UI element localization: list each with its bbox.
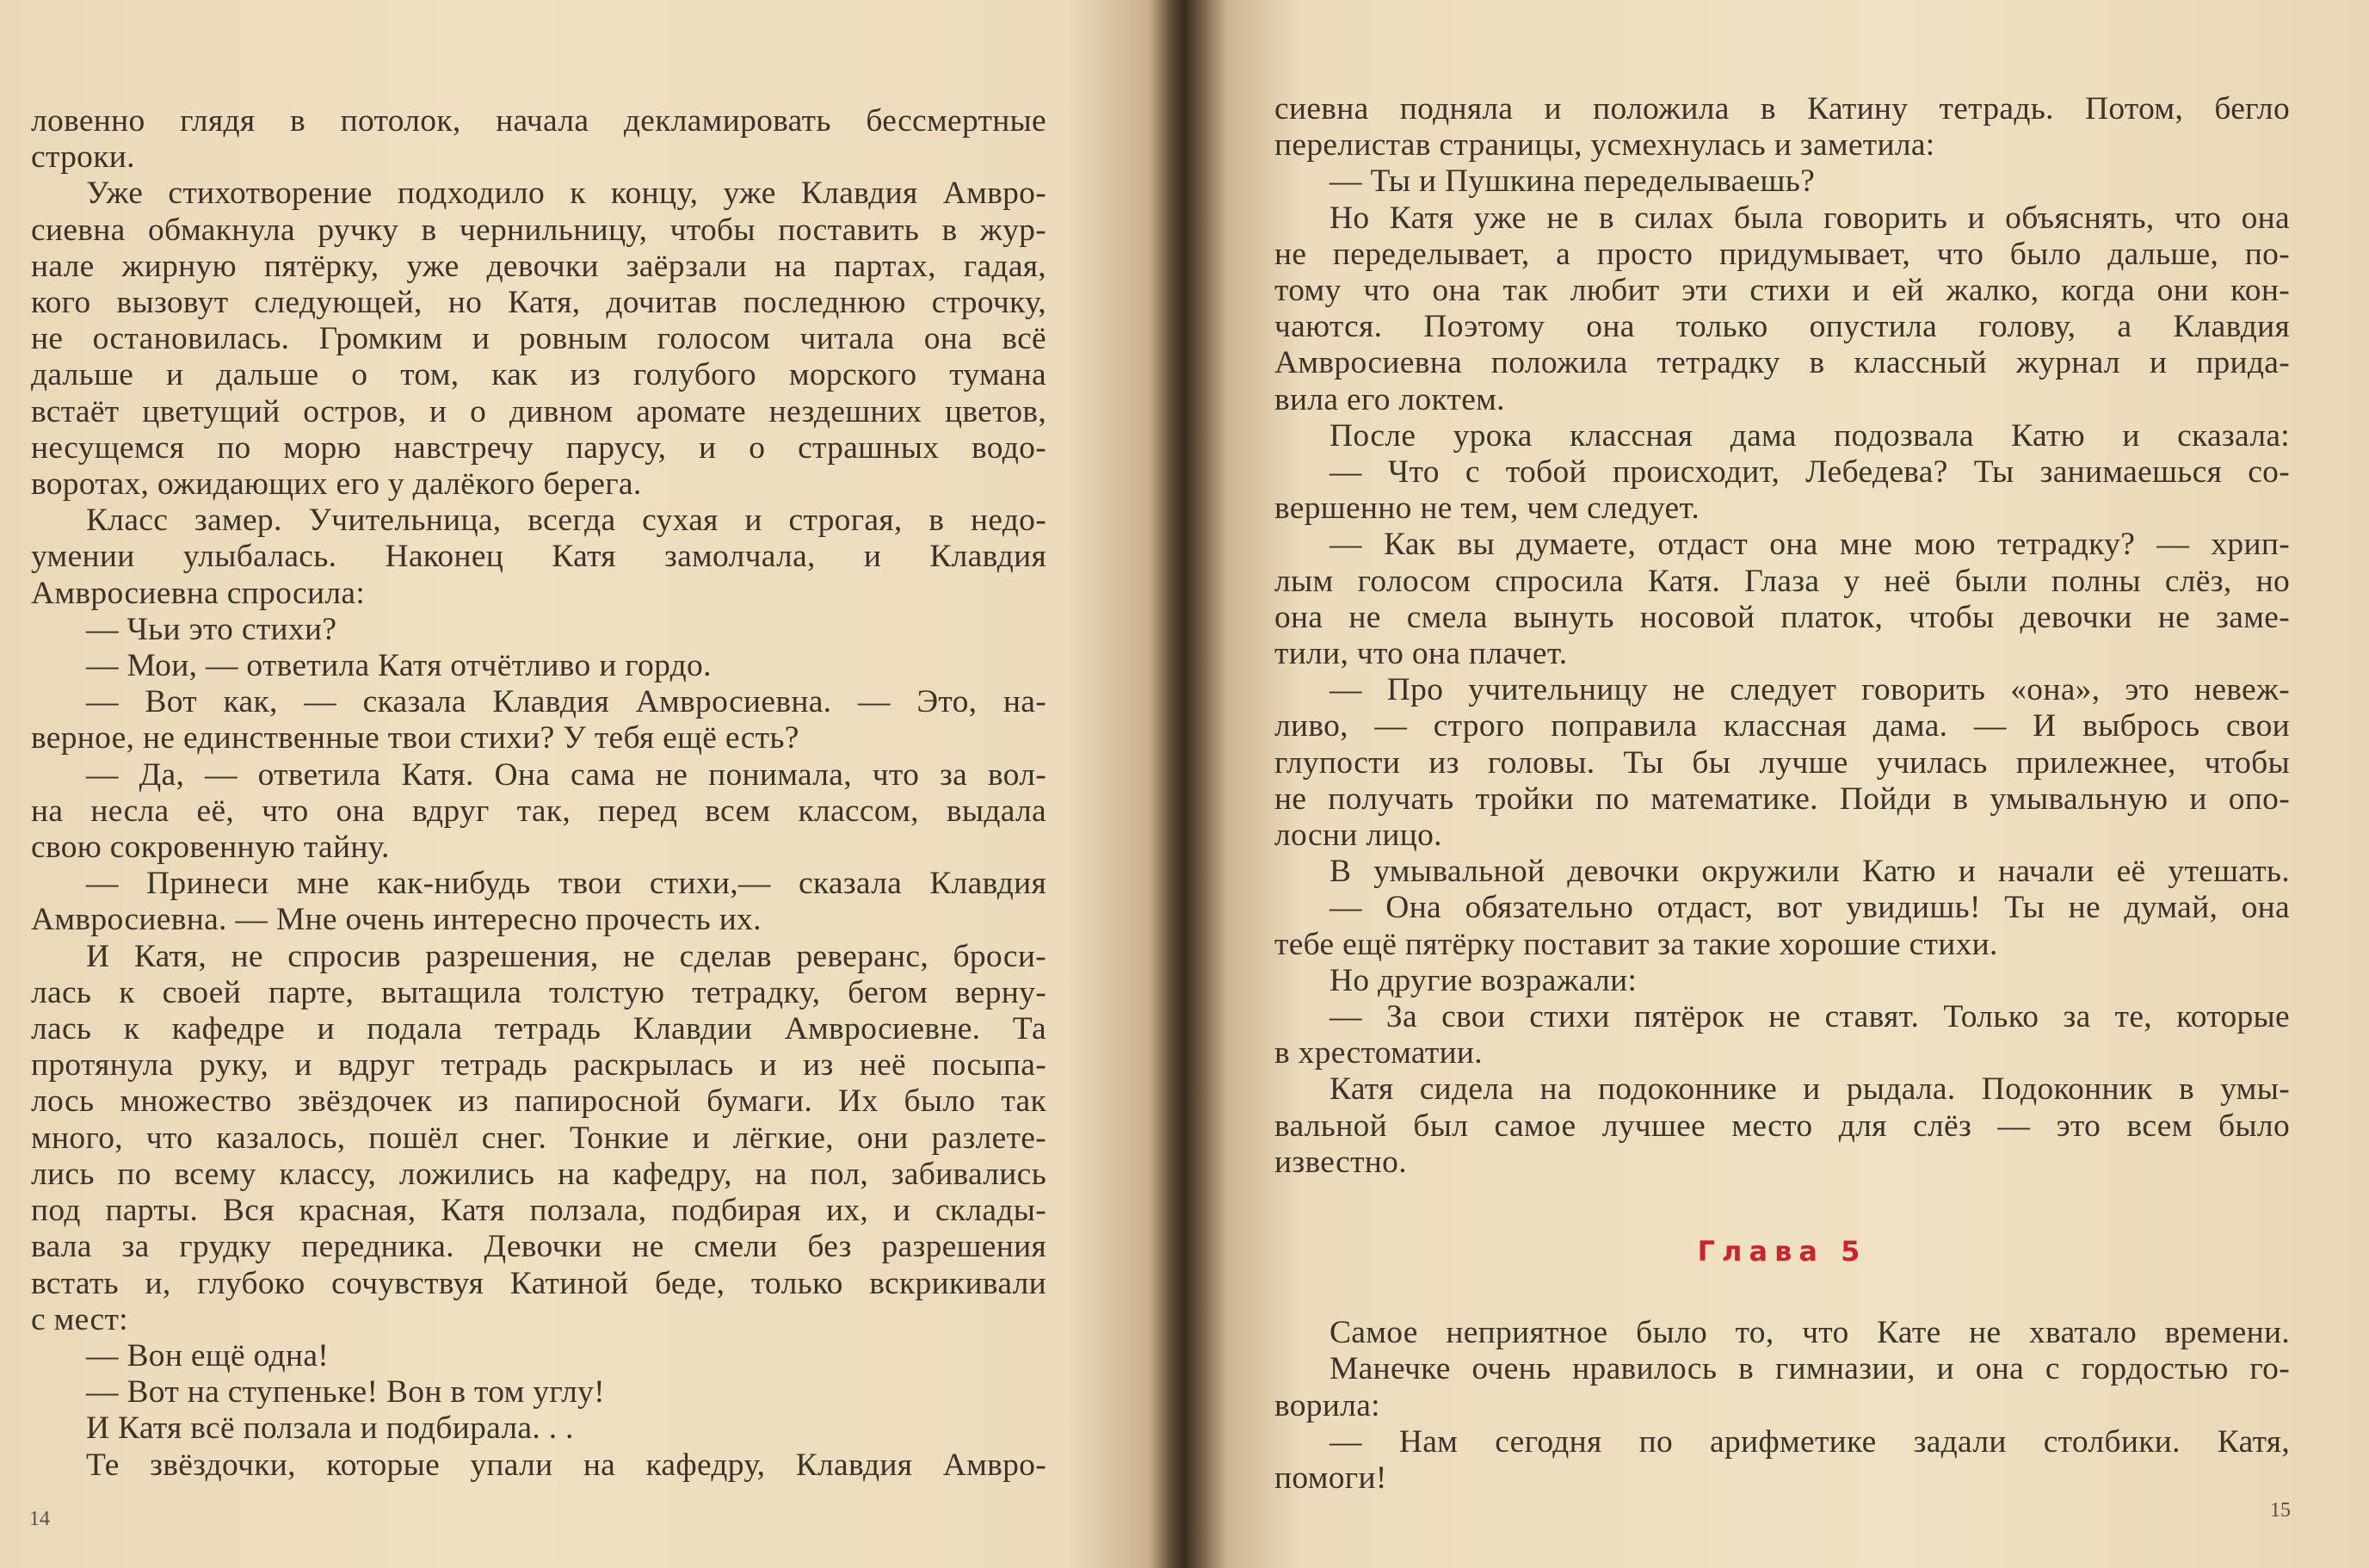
right-page bbox=[1192, 0, 2369, 1568]
text-line: известно. bbox=[1274, 1144, 1407, 1180]
text-line: — За свои стихи пятёрок не ставят. Только за те, которые bbox=[1329, 999, 2290, 1035]
text-line: лась к кафедре и подала тетрадь Клавдии Амвросиевне. Та bbox=[31, 1011, 1046, 1047]
text-line: Амвросиевна спросила: bbox=[31, 575, 366, 611]
text-line: ловенно глядя в потолок, начала декламировать бессмертные bbox=[31, 103, 1046, 139]
text-line: под парты. Вся красная, Катя ползала, подбирая их, и склады- bbox=[31, 1193, 1046, 1229]
text-line: — Вон ещё одна! bbox=[86, 1337, 330, 1374]
text-line: ворила: bbox=[1274, 1387, 1380, 1423]
text-line: лось множество звёздочек из папиросной бумаги. Их было так bbox=[31, 1083, 1046, 1120]
right-page-body-after bbox=[1274, 1315, 2290, 1497]
text-line: много, что казалось, пошёл снег. Тонкие и лёгкие, они разлете- bbox=[31, 1120, 1046, 1156]
text-line: Манечке очень нравилось в гимназии, и она с гордостью го- bbox=[1329, 1351, 2290, 1387]
text-line: протянула руку, и вдруг тетрадь раскрылась и из неё посыпа- bbox=[31, 1047, 1046, 1083]
text-line: — Вот на ступеньке! Вон в том углу! bbox=[86, 1374, 605, 1411]
text-line: дальше и дальше о том, как из голубого морского тумана bbox=[31, 357, 1046, 393]
text-line: И Катя всё ползала и подбирала. . . bbox=[86, 1411, 574, 1447]
text-line: свою сокровенную тайну. bbox=[31, 830, 390, 866]
text-line: умении улыбалась. Наконец Катя замолчала, и Клавдия bbox=[31, 539, 1046, 575]
text-line: тили, что она плачет. bbox=[1274, 636, 1568, 672]
text-line: строки. bbox=[31, 139, 135, 176]
text-line: перелистав страницы, усмехнулась и заметила: bbox=[1274, 127, 1935, 164]
chapter-heading: Глава 5 bbox=[1697, 1235, 1867, 1269]
page-number-left: 14 bbox=[29, 1508, 50, 1530]
text-line: Те звёздочки, которые упали на кафедру, Клавдия Амвро- bbox=[86, 1447, 1046, 1483]
text-line: не остановилась. Громким и ровным голосом читала она всё bbox=[31, 321, 1046, 357]
text-line: тебе ещё пятёрку поставит за такие хорошие стихи. bbox=[1274, 926, 1998, 962]
text-line: Но Катя уже не в силах была говорить и объяснять, что она bbox=[1329, 200, 2290, 236]
text-line: — Про учительницу не следует говорить «она», это невеж- bbox=[1329, 672, 2290, 708]
text-line: нале жирную пятёрку, уже девочки заёрзали на партах, гадая, bbox=[31, 248, 1046, 284]
right-page-body-before bbox=[1274, 91, 2290, 1181]
text-line: воротах, ожидающих его у далёкого берега. bbox=[31, 466, 642, 503]
text-line: лым голосом спросила Катя. Глаза у неё были полны слёз, но bbox=[1274, 563, 2290, 599]
text-line: — Принеси мне как-нибудь твои стихи,— сказала Клавдия bbox=[86, 866, 1046, 902]
text-line: кого вызовут следующей, но Катя, дочитав последнюю строчку, bbox=[31, 285, 1046, 321]
text-line: — Нам сегодня по арифметике задали столбики. Катя, bbox=[1329, 1423, 2290, 1460]
text-line: Амвросиевна. — Мне очень интересно прочесть их. bbox=[31, 902, 762, 938]
left-page bbox=[0, 0, 1170, 1568]
text-line: не переделывает, а просто придумывает, что было дальше, по- bbox=[1274, 236, 2290, 272]
text-line: сиевна обмакнула ручку в чернильницу, чтобы поставить в жур- bbox=[31, 212, 1046, 248]
text-line: Катя сидела на подоконнике и рыдала. Подоконник в умы- bbox=[1329, 1071, 2290, 1108]
text-line: лосни лицо. bbox=[1274, 818, 1442, 854]
text-line: — Ты и Пушкина переделываешь? bbox=[1329, 164, 1816, 200]
text-line: И Катя, не спросив разрешения, не сделав реверанс, броси- bbox=[86, 938, 1046, 974]
text-line: несущемся по морю навстречу парусу, и о страшных водо- bbox=[31, 429, 1046, 466]
text-line: Амвросиевна положила тетрадку в классный журнал и прида- bbox=[1274, 345, 2290, 381]
text-line: тому что она так любит эти стихи и ей жалко, когда они кон- bbox=[1274, 273, 2290, 309]
text-line: — Чьи это стихи? bbox=[86, 611, 337, 647]
text-line: встать и, глубоко сочувствуя Катиной беде, только вскрикивали bbox=[31, 1265, 1046, 1301]
text-line: — Она обязательно отдаст, вот увидишь! Ты не думай, она bbox=[1329, 890, 2290, 926]
text-line: она не смела вынуть носовой платок, чтобы девочки не заме- bbox=[1274, 599, 2290, 635]
text-line: вершенно не тем, чем следует. bbox=[1274, 491, 1700, 527]
text-line: — Да, — ответила Катя. Она сама не понимала, что за вол- bbox=[86, 756, 1046, 793]
text-line: лась к своей парте, вытащила толстую тетрадку, бегом верну- bbox=[31, 974, 1046, 1010]
text-line: В умывальной девочки окружили Катю и начали её утешать. bbox=[1329, 854, 2290, 890]
right-page-text bbox=[1274, 91, 2290, 1497]
text-line: помоги! bbox=[1274, 1460, 1387, 1496]
text-line: ливо, — строго поправила классная дама. — И выбрось свои bbox=[1274, 708, 2290, 744]
text-line: — Что с тобой происходит, Лебедева? Ты занимаешься со- bbox=[1329, 454, 2290, 491]
text-line: в хрестоматии. bbox=[1274, 1035, 1483, 1071]
text-line: вила его локтем. bbox=[1274, 381, 1505, 417]
text-line: Самое неприятное было то, что Кате не хватало времени. bbox=[1329, 1315, 2290, 1351]
text-line: Но другие возражали: bbox=[1329, 962, 1638, 998]
left-page-text bbox=[31, 103, 1046, 1484]
text-line: вала за грудку передника. Девочки не смели без разрешения bbox=[31, 1229, 1046, 1265]
text-line: встаёт цветущий остров, и о дивном аромате нездешних цветов, bbox=[31, 393, 1046, 429]
page-number-right: 15 bbox=[2270, 1499, 2291, 1522]
text-line: сиевна подняла и положила в Катину тетрадь. Потом, бегло bbox=[1274, 91, 2290, 127]
text-line: с мест: bbox=[31, 1301, 128, 1337]
text-line: не получать тройки по математике. Пойди в умывальную и опо- bbox=[1274, 781, 2290, 817]
text-line: на несла её, что она вдруг так, перед всем классом, выдала bbox=[31, 793, 1046, 829]
text-line: После урока классная дама подозвала Катю и сказала: bbox=[1329, 417, 2290, 454]
text-line: Класс замер. Учительница, всегда сухая и строгая, в недо- bbox=[86, 503, 1046, 539]
text-line: Уже стихотворение подходило к концу, уже Клавдия Амвро- bbox=[86, 176, 1046, 212]
text-line: чаются. Поэтому она только опустила голову, а Клавдия bbox=[1274, 309, 2290, 345]
text-line: — Как вы думаете, отдаст она мне мою тетрадку? — хрип- bbox=[1329, 527, 2290, 563]
text-line: — Мои, — ответила Катя отчётливо и гордо. bbox=[86, 648, 712, 684]
text-line: — Вот как, — сказала Клавдия Амвросиевна. — Это, на- bbox=[86, 684, 1046, 720]
text-line: верное, не единственные твои стихи? У тебя ещё есть? bbox=[31, 720, 799, 756]
text-line: лись по всему классу, ложились на кафедру, на пол, забивались bbox=[31, 1156, 1046, 1192]
text-line: глупости из головы. Ты бы лучше училась прилежнее, чтобы bbox=[1274, 744, 2290, 781]
text-line: вальной был самое лучшее место для слёз — это всем было bbox=[1274, 1108, 2290, 1144]
